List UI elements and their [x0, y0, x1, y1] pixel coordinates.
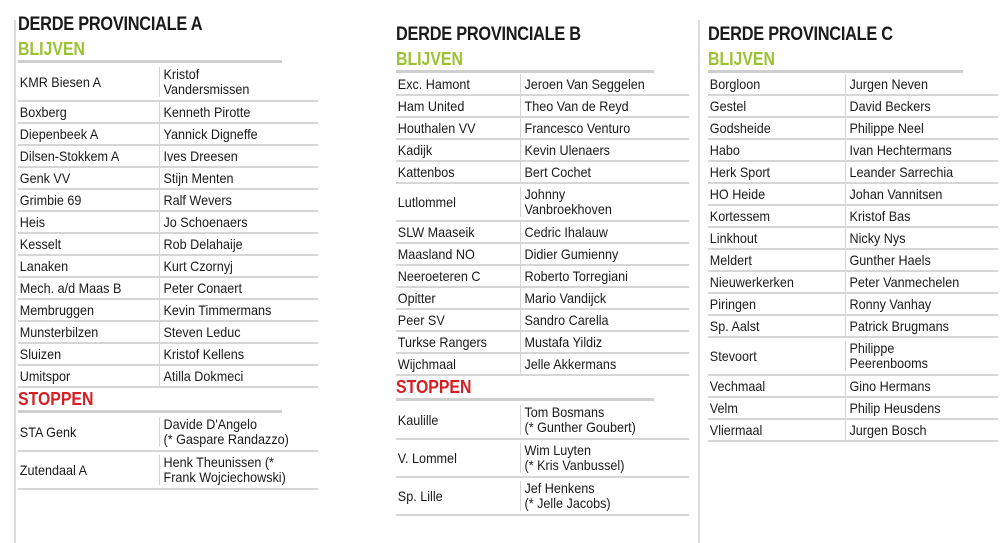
table-row — [18, 300, 318, 322]
column-divider-left — [14, 20, 16, 543]
club-name: Kadijk — [397, 141, 433, 158]
coach-name: Mario Vandijck — [520, 288, 672, 308]
column-provinciale-a — [18, 12, 318, 490]
table-row — [396, 354, 689, 376]
coach-name: Sandro Carella — [520, 310, 672, 330]
coach-name: David Beckers — [845, 96, 983, 116]
coach-name: Leander Sarrechia — [845, 162, 983, 182]
club-name: Umitspor — [19, 367, 71, 384]
coach-name: Rob Delahaije — [159, 234, 302, 254]
table-row — [396, 266, 689, 288]
table-row — [708, 398, 998, 420]
column-title: DERDE PROVINCIALE C — [708, 24, 893, 45]
club-name: Heis — [19, 213, 46, 230]
coach-name: Henk Theunissen (* Frank Wojciechowski) — [159, 455, 302, 485]
club-name: Peer SV — [397, 311, 445, 328]
table-row — [18, 256, 318, 278]
club-name: Stevoort — [709, 347, 757, 364]
coach-name: Philip Heusdens — [845, 398, 983, 418]
club-name: Houthalen VV — [397, 119, 476, 136]
club-name: Piringen — [709, 295, 757, 312]
table-row — [708, 140, 998, 162]
table-row — [396, 332, 689, 354]
table-row — [708, 338, 998, 376]
blijven-list — [396, 74, 689, 376]
club-name: Boxberg — [19, 103, 67, 120]
coach-name: Jef Henkens (* Jelle Jacobs) — [520, 481, 672, 511]
table-row — [18, 190, 318, 212]
table-row — [708, 96, 998, 118]
club-name: Lanaken — [19, 257, 69, 274]
coach-name: Tom Bosmans (* Gunther Goubert) — [520, 405, 672, 435]
coach-name: Kristof Bas — [845, 206, 983, 226]
blijven-list — [18, 64, 318, 388]
table-row — [708, 420, 998, 442]
table-row — [18, 366, 318, 388]
table-row — [396, 118, 689, 140]
table-row — [708, 294, 998, 316]
coach-name: Didier Gumienny — [520, 244, 672, 264]
club-name: Gestel — [709, 97, 747, 114]
club-name: Genk VV — [19, 169, 71, 186]
club-name: Kesselt — [19, 235, 62, 252]
table-row — [18, 168, 318, 190]
section-stoppen: STOPPEN — [396, 376, 654, 401]
club-name: Nieuwerkerken — [709, 273, 794, 290]
club-name: Sp. Aalst — [709, 317, 760, 334]
club-name: Wijchmaal — [397, 355, 456, 372]
stoppen-list — [18, 414, 318, 490]
table-row — [396, 222, 689, 244]
club-name: Zutendaal A — [19, 461, 88, 478]
club-name: Borgloon — [709, 75, 761, 92]
club-name: Linkhout — [709, 229, 758, 246]
section-blijven: BLIJVEN — [708, 48, 963, 73]
coach-name: Francesco Venturo — [520, 118, 672, 138]
column-provinciale-b — [396, 22, 689, 516]
club-name: V. Lommel — [397, 449, 457, 466]
coach-name: Kristof Kellens — [159, 344, 302, 364]
club-name: Diepenbeek A — [19, 125, 99, 142]
club-name: HO Heide — [709, 185, 766, 202]
coach-name: Peter Conaert — [159, 278, 302, 298]
coach-name: Roberto Torregiani — [520, 266, 672, 286]
section-blijven: BLIJVEN — [396, 48, 654, 73]
table-row — [396, 184, 689, 222]
club-name: Neeroeteren C — [397, 267, 481, 284]
table-row — [18, 278, 318, 300]
coach-name: Kenneth Pirotte — [159, 102, 302, 122]
club-name: Vechmaal — [709, 377, 766, 394]
coach-name: Jo Schoenaers — [159, 212, 302, 232]
coach-name: Jurgen Bosch — [845, 420, 983, 440]
club-name: STA Genk — [19, 423, 77, 440]
club-name: Mech. a/d Maas B — [19, 279, 122, 296]
club-name: Opitter — [397, 289, 436, 306]
table-row — [396, 440, 689, 478]
club-name: SLW Maaseik — [397, 223, 475, 240]
coach-name: Ralf Wevers — [159, 190, 302, 210]
coach-name: Yannick Digneffe — [159, 124, 302, 144]
coach-name: Stijn Menten — [159, 168, 302, 188]
coach-name: Philippe Neel — [845, 118, 983, 138]
coach-name: Gunther Haels — [845, 250, 983, 270]
coach-name: Philippe Peerenbooms — [845, 341, 983, 371]
club-name: Vliermaal — [709, 421, 763, 438]
coach-name: Jelle Akkermans — [520, 354, 672, 374]
coach-name: Kevin Ulenaers — [520, 140, 672, 160]
table-row — [18, 146, 318, 168]
club-name: Grimbie 69 — [19, 191, 82, 208]
table-row — [396, 244, 689, 266]
club-name: Kaulille — [397, 411, 439, 428]
blijven-list — [708, 74, 998, 442]
coach-name: Ivan Hechtermans — [845, 140, 983, 160]
coach-name: Atilla Dokmeci — [159, 366, 302, 386]
club-name: Ham United — [397, 97, 465, 114]
table-row — [708, 376, 998, 398]
club-name: Sluizen — [19, 345, 62, 362]
coach-name: Nicky Nys — [845, 228, 983, 248]
table-row — [708, 206, 998, 228]
table-row — [18, 414, 318, 452]
table-row — [396, 96, 689, 118]
club-name: Meldert — [709, 251, 752, 268]
table-row — [708, 250, 998, 272]
table-row — [396, 288, 689, 310]
coach-name: Davide D'Angelo (* Gaspare Randazzo) — [159, 417, 302, 447]
club-name: Kortessem — [709, 207, 771, 224]
coach-name: Jeroen Van Seggelen — [520, 74, 672, 94]
club-name: Velm — [709, 399, 738, 416]
club-name: Munsterbilzen — [19, 323, 99, 340]
table-row — [708, 74, 998, 96]
club-name: Godsheide — [709, 119, 771, 136]
table-row — [396, 402, 689, 440]
club-name: Exc. Hamont — [397, 75, 470, 92]
table-row — [708, 118, 998, 140]
table-row — [18, 322, 318, 344]
club-name: Herk Sport — [709, 163, 771, 180]
coach-name: Cedric Ihalauw — [520, 222, 672, 242]
club-name: Turkse Rangers — [397, 333, 487, 350]
table-row — [18, 102, 318, 124]
table-row — [396, 478, 689, 516]
coach-name: Wim Luyten (* Kris Vanbussel) — [520, 443, 672, 473]
table-row — [396, 310, 689, 332]
table-row — [708, 184, 998, 206]
coach-name: Kristof Vandersmissen — [159, 67, 302, 97]
coach-name: Ronny Vanhay — [845, 294, 983, 314]
coach-name: Johnny Vanbroekhoven — [520, 187, 672, 217]
club-name: Habo — [709, 141, 740, 158]
table-row — [18, 344, 318, 366]
table-row — [708, 272, 998, 294]
coach-name: Steven Leduc — [159, 322, 302, 342]
table-row — [708, 228, 998, 250]
column-title: DERDE PROVINCIALE A — [18, 14, 203, 35]
table-row — [396, 162, 689, 184]
coach-name: Peter Vanmechelen — [845, 272, 983, 292]
club-name: KMR Biesen A — [19, 73, 102, 90]
club-name: Kattenbos — [397, 163, 455, 180]
club-name: Lutlommel — [397, 193, 456, 210]
coach-name: Kevin Timmermans — [159, 300, 302, 320]
coach-name: Mustafa Yildiz — [520, 332, 672, 352]
club-name: Membruggen — [19, 301, 95, 318]
column-title: DERDE PROVINCIALE B — [396, 24, 581, 45]
table-row — [396, 74, 689, 96]
table-row — [708, 162, 998, 184]
column-provinciale-c — [708, 22, 998, 442]
table-row — [18, 212, 318, 234]
column-divider-middle — [698, 20, 700, 543]
coach-name: Jurgen Neven — [845, 74, 983, 94]
table-row — [708, 316, 998, 338]
table-row — [18, 124, 318, 146]
table-row — [18, 452, 318, 490]
table-row — [396, 140, 689, 162]
coach-name: Ives Dreesen — [159, 146, 302, 166]
coach-name: Patrick Brugmans — [845, 316, 983, 336]
coach-name: Kurt Czornyj — [159, 256, 302, 276]
coach-name: Gino Hermans — [845, 376, 983, 396]
club-name: Sp. Lille — [397, 487, 443, 504]
stoppen-list — [396, 402, 689, 516]
club-name: Dilsen-Stokkem A — [19, 147, 120, 164]
section-blijven: BLIJVEN — [18, 38, 282, 63]
table-row — [18, 234, 318, 256]
coach-name: Theo Van de Reyd — [520, 96, 672, 116]
club-name: Maasland NO — [397, 245, 475, 262]
table-row — [18, 64, 318, 102]
section-stoppen: STOPPEN — [18, 388, 282, 413]
coach-name: Johan Vannitsen — [845, 184, 983, 204]
coach-name: Bert Cochet — [520, 162, 672, 182]
